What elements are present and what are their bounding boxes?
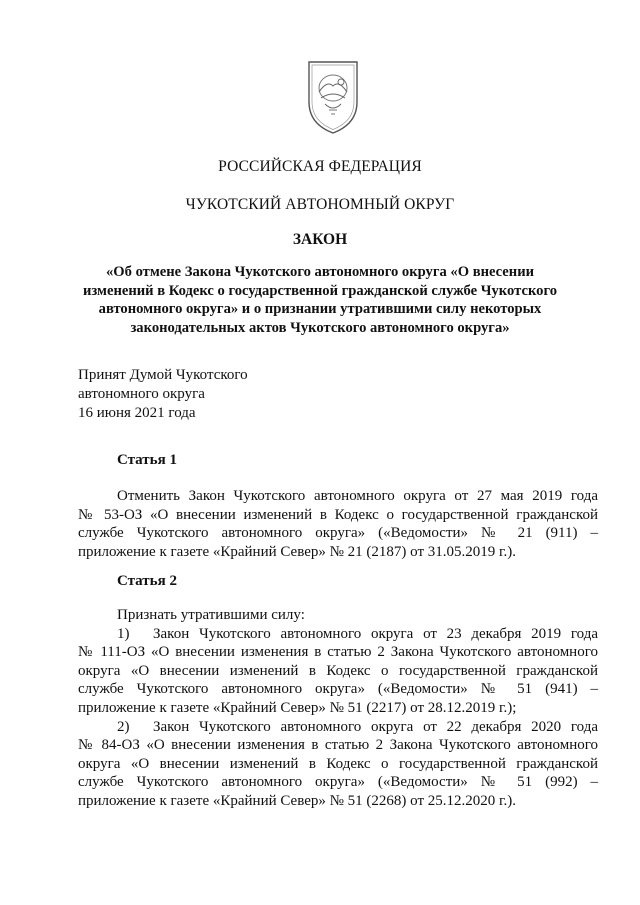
adoption-date: 16 июня 2021 года	[78, 405, 196, 421]
text-line: службе Чукотского автономного округа» («Ведомости» № 51 (941) –	[78, 681, 598, 698]
text-line: округа «О внесении изменений в Кодекс о государственной гражданской	[78, 755, 598, 772]
law-title-line: «Об отмене Закона Чукотского автономного округа «О внесении	[105, 264, 535, 280]
article-2-text	[78, 606, 598, 811]
text-line: службе Чукотского автономного округа» («Ведомости» № 51 (992) –	[78, 774, 598, 791]
list-item-number: 1)	[117, 625, 130, 642]
coat-of-arms-icon	[303, 58, 363, 136]
adoption-line: автономного округа	[78, 386, 205, 402]
list-item-first-line	[78, 625, 598, 644]
law-title-line: изменений в Кодекс о государственной гражданской службе Чукотского	[82, 282, 558, 299]
text-line: Закон Чукотского автономного округа от 23 декабря 2019 года	[153, 625, 598, 642]
text-line: округа «О внесении изменений в Кодекс о государственной гражданской	[78, 662, 598, 679]
text-line: № 53-ОЗ «О внесении изменений в Кодекс о государственной гражданской	[78, 506, 598, 523]
article-2-heading: Статья 2	[117, 573, 177, 589]
adoption-line: Принят Думой Чукотского	[78, 367, 248, 383]
text-line: Отменить Закон Чукотского автономного округа от 27 мая 2019 года	[117, 488, 598, 504]
text-line: № 84-ОЗ «О внесении изменения в статью 2 Закона Чукотского автономного	[78, 737, 598, 754]
law-title-line: автономного округа» и о признании утратившими силу некоторых	[98, 301, 542, 318]
text-line: приложение к газете «Крайний Север» № 51 (2217) от 28.12.2019 г.);	[78, 699, 517, 716]
region-heading: ЧУКОТСКИЙ АВТОНОМНЫЙ ОКРУГ	[185, 196, 455, 213]
text-line: приложение к газете «Крайний Север» № 51 (2268) от 25.12.2020 г.).	[78, 792, 516, 809]
article-1-text	[78, 487, 598, 561]
list-item-first-line	[78, 718, 598, 737]
document-type: ЗАКОН	[292, 231, 348, 248]
text-line: Закон Чукотского автономного округа от 22 декабря 2020 года	[153, 718, 598, 735]
law-title	[60, 263, 580, 337]
list-item-number: 2)	[117, 718, 130, 735]
law-title-line: законодательных актов Чукотского автономного округа»	[130, 319, 510, 336]
text-line: приложение к газете «Крайний Север» № 21 (2187) от 31.05.2019 г.).	[78, 543, 516, 560]
article-1-heading: Статья 1	[117, 452, 177, 468]
article-2-intro: Признать утратившими силу:	[117, 607, 305, 623]
text-line: службе Чукотского автономного округа» («Ведомости» № 21 (911) –	[78, 525, 598, 542]
text-line: № 111-ОЗ «О внесении изменения в статью 2 Закона Чукотского автономного	[78, 644, 598, 661]
adoption-note	[78, 366, 248, 423]
country-heading: РОССИЙСКАЯ ФЕДЕРАЦИЯ	[218, 158, 422, 175]
